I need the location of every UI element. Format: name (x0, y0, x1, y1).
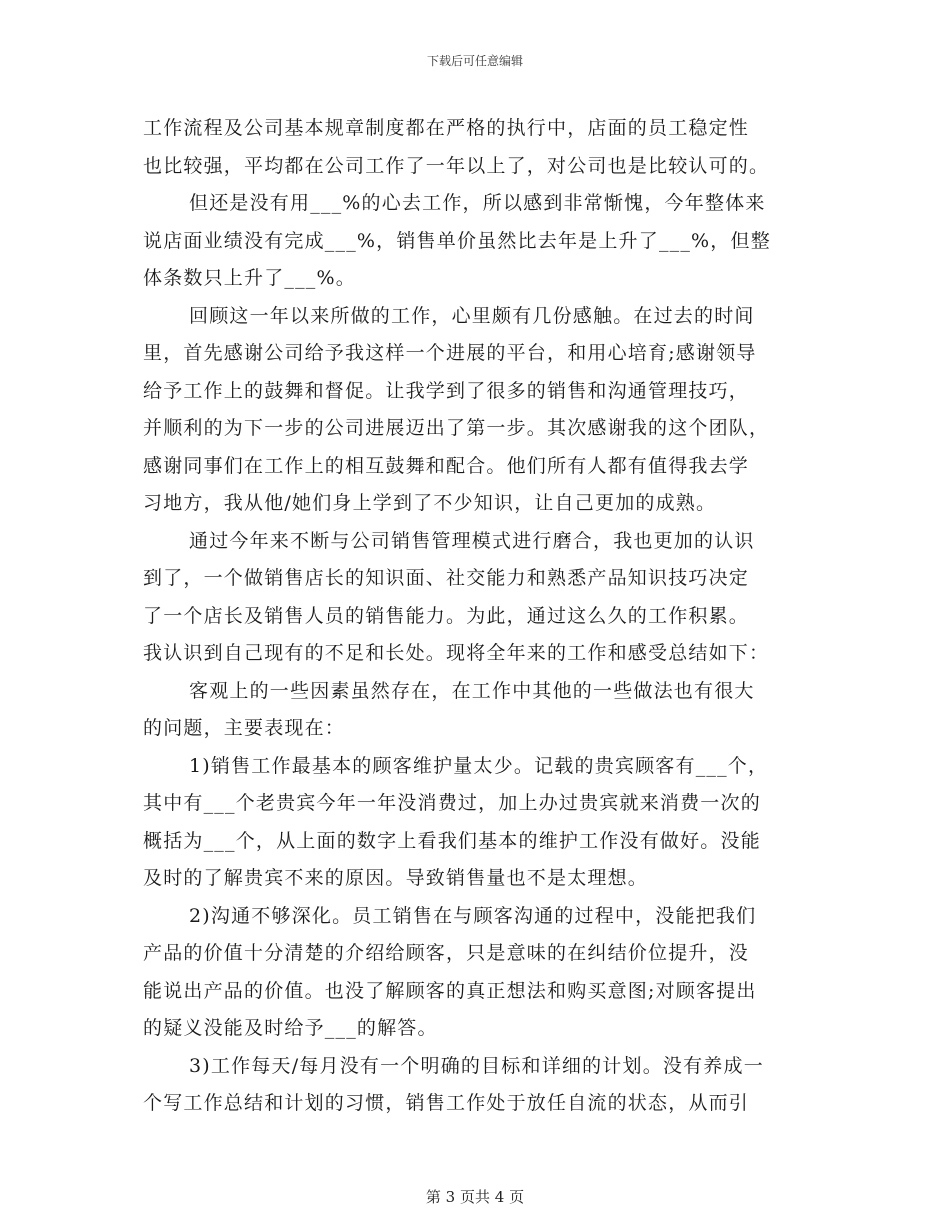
text-line: 2)沟通不够深化。员工销售在与顾客沟通的过程中，没能把我们 (189, 904, 757, 927)
text-line: 的问题，主要表现在： (143, 717, 346, 739)
paragraph (143, 673, 811, 748)
page-header: 下载后可任意编辑 (426, 54, 523, 68)
text-line: 我认识到自己现有的不足和长处。现将全年来的工作和感受总结如下： (143, 642, 770, 664)
text-line: 感谢同事们在工作上的相互鼓舞和配合。他们所有人都有值得我去学 (143, 454, 750, 477)
text-line: 到了，一个做销售店长的知识面、社交能力和熟悉产品知识技巧决定 (143, 567, 750, 589)
text-line: 其中有___个老贵宾今年一年没消费过，加上办过贵宾就来消费一次的 (143, 792, 761, 814)
text-line: 1)销售工作最基本的顾客维护量太少。记载的贵宾顾客有___个， (189, 754, 769, 777)
paragraph (143, 523, 811, 673)
text-line: 客观上的一些因素虽然存在，在工作中其他的一些做法也有很大 (189, 679, 755, 702)
paragraph (143, 110, 811, 185)
text-line: 通过今年来不断与公司销售管理模式进行磨合，我也更加的认识 (189, 529, 755, 552)
text-line: 说店面业绩没有完成___%，销售单价虽然比去年是上升了___%，但整 (143, 229, 771, 252)
paragraph (143, 748, 811, 898)
text-line: 概括为___个，从上面的数字上看我们基本的维护工作没有做好。没能 (143, 829, 761, 852)
text-line: 及时的了解贵宾不来的原因。导致销售量也不是太理想。 (143, 867, 649, 889)
paragraph (143, 1048, 811, 1123)
text-line: 了一个店长及销售人员的销售能力。为此，通过这么久的工作积累。 (143, 604, 750, 627)
paragraph (143, 898, 811, 1048)
text-line: 给予工作上的鼓舞和督促。让我学到了很多的销售和沟通管理技巧， (143, 379, 750, 402)
text-line: 3)工作每天/每月没有一个明确的目标和详细的计划。没有养成一 (189, 1054, 764, 1077)
text-line: 但还是没有用___%的心去工作，所以感到非常惭愧，今年整体来 (189, 192, 766, 214)
text-line: 也比较强，平均都在公司工作了一年以上了，对公司也是比较认可的。 (143, 154, 770, 177)
paragraph (143, 298, 811, 523)
text-line: 回顾这一年以来所做的工作，心里颇有几份感触。在过去的时间 (189, 304, 755, 327)
page-footer: 第 3 页共 4 页 (425, 1188, 525, 1206)
text-line: 的疑义没能及时给予___的解答。 (143, 1017, 438, 1039)
text-line: 工作流程及公司基本规章制度都在严格的执行中，店面的员工稳定性 (143, 117, 750, 139)
text-line: 产品的价值十分清楚的介绍给顾客，只是意味的在纠结价位提升，没 (143, 942, 750, 964)
text-line: 个写工作总结和计划的习惯，销售工作处于放任自流的状态，从而引 (143, 1092, 750, 1114)
document-body (143, 110, 811, 1123)
text-line: 并顺利的为下一步的公司进展迈出了第一步。其次感谢我的这个团队， (143, 417, 770, 439)
text-line: 能说出产品的价值。也没了解顾客的真正想法和购买意图;对顾客提出 (143, 979, 757, 1002)
paragraph (143, 185, 811, 298)
text-line: 里，首先感谢公司给予我这样一个进展的平台，和用心培育;感谢领导 (143, 342, 757, 364)
text-line: 习地方，我从他/她们身上学到了不少知识，让自己更加的成熟。 (143, 492, 717, 514)
text-line: 体条数只上升了___%。 (143, 267, 356, 289)
